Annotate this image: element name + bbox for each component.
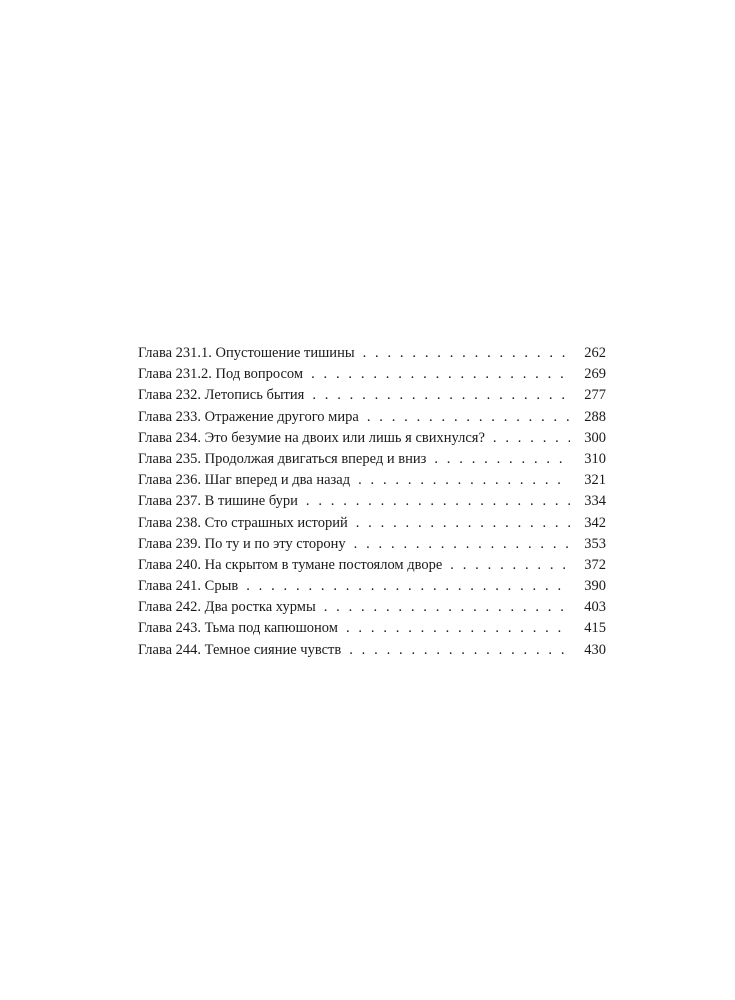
toc-entry-page: 372 (584, 556, 606, 573)
toc-entry-title: Глава 244. Темное сияние чувств (138, 641, 342, 658)
toc-dot-leader (311, 364, 570, 385)
toc-entry (138, 385, 606, 406)
toc-entry-title: Глава 232. Летопись бытия (138, 387, 305, 404)
toc-dot-leader (354, 534, 570, 555)
toc-entry (138, 491, 606, 512)
toc-entry (138, 407, 606, 428)
toc-entry-title: Глава 234. Это безумие на двоих или лишь я свихнулся? (138, 429, 485, 446)
toc-entry-title: Глава 238. Сто страшных историй (138, 514, 348, 531)
toc-dot-leader (346, 618, 570, 639)
toc-entry-page: 262 (584, 345, 606, 361)
table-of-contents (138, 343, 606, 661)
toc-entry (138, 618, 606, 639)
toc-dot-leader (349, 640, 570, 661)
toc-entry-page: 342 (584, 514, 606, 531)
toc-entry-page: 277 (584, 387, 606, 404)
toc-entry-title: Глава 243. Тьма под капюшоном (138, 620, 338, 637)
toc-entry-page: 288 (584, 408, 606, 425)
toc-entry-page: 390 (584, 578, 606, 595)
toc-dot-leader (367, 407, 570, 428)
toc-entry-title: Глава 240. На скрытом в тумане постоялом дворе (138, 556, 443, 573)
toc-entry (138, 364, 606, 385)
toc-entry-page: 310 (584, 450, 606, 467)
toc-dot-leader (356, 513, 570, 534)
toc-entry-title: Глава 233. Отражение другого мира (138, 408, 359, 425)
toc-dot-leader (493, 428, 570, 449)
toc-entry-title: Глава 231.2. Под вопросом (138, 366, 304, 383)
toc-entry (138, 428, 606, 449)
toc-entry-title: Глава 241. Срыв (138, 578, 239, 595)
toc-entry-page: 403 (584, 599, 606, 616)
toc-entry (138, 597, 606, 618)
toc-entry (138, 343, 606, 364)
toc-dot-leader (434, 449, 570, 470)
toc-entry-title: Глава 242. Два ростка хурмы (138, 599, 316, 616)
toc-entry-page: 415 (584, 620, 606, 637)
toc-entry (138, 640, 606, 661)
toc-dot-leader (312, 385, 570, 406)
toc-entry-page: 269 (584, 366, 606, 383)
toc-entry (138, 555, 606, 576)
toc-entry-title: Глава 237. В тишине бури (138, 493, 298, 510)
toc-entry (138, 470, 606, 491)
toc-entry-title: Глава 239. По ту и по эту сторону (138, 535, 346, 552)
toc-entry-page: 321 (584, 472, 606, 489)
toc-entry-title: Глава 231.1. Опустошение тишины (138, 345, 355, 361)
toc-entry-page: 334 (584, 493, 606, 510)
toc-entry-title: Глава 235. Продолжая двигаться вперед и вниз (138, 450, 427, 467)
toc-dot-leader (358, 470, 570, 491)
toc-entry-title: Глава 236. Шаг вперед и два назад (138, 472, 351, 489)
toc-entry-page: 430 (584, 641, 606, 658)
toc-entry-page: 353 (584, 535, 606, 552)
toc-dot-leader (246, 576, 570, 597)
toc-entry-page: 300 (584, 429, 606, 446)
toc-entry (138, 576, 606, 597)
toc-dot-leader (324, 597, 570, 618)
toc-dot-leader (363, 343, 570, 364)
toc-dot-leader (306, 491, 570, 512)
toc-entry (138, 534, 606, 555)
toc-entry (138, 513, 606, 534)
toc-entry (138, 449, 606, 470)
toc-dot-leader (450, 555, 570, 576)
